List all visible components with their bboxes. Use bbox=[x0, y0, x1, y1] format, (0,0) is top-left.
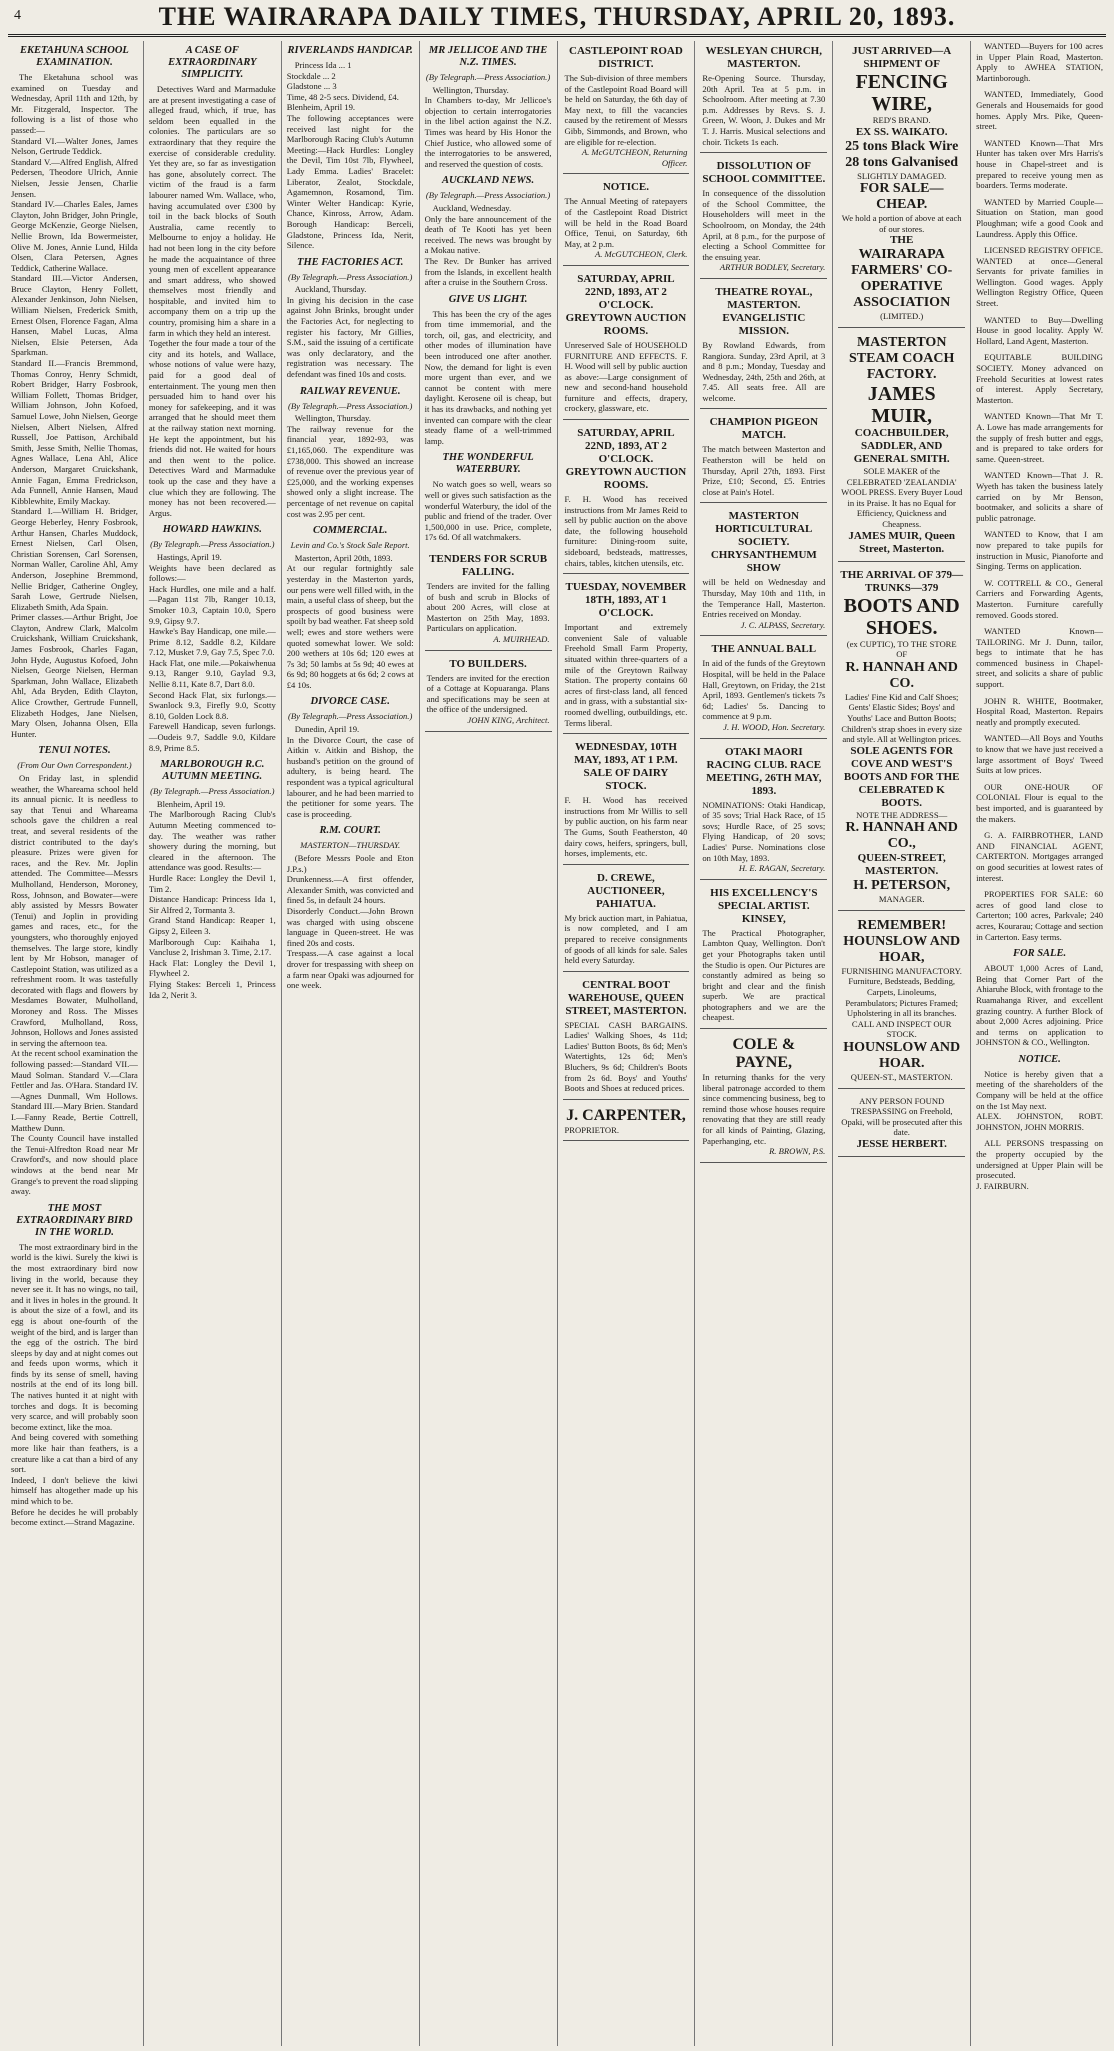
ad-body: PROPRIETOR. bbox=[564, 1124, 620, 1135]
coach-factory-ad bbox=[838, 331, 965, 562]
ad-line: JAMES MUIR, Queen Street, Masterton. bbox=[848, 529, 955, 555]
advertisement bbox=[700, 412, 827, 503]
article-headline: NOTICE. bbox=[1018, 1053, 1061, 1065]
column-8 bbox=[971, 41, 1108, 2046]
ad-headline: D. CREWE, AUCTIONEER, PAHIATUA. bbox=[587, 871, 665, 910]
article-headline: THE FACTORIES ACT. bbox=[297, 256, 404, 268]
column-3 bbox=[282, 41, 420, 2046]
ad-signature: R. BROWN, P.S. bbox=[769, 1146, 826, 1157]
ad-line: MANAGER. bbox=[878, 894, 925, 905]
article bbox=[976, 1138, 1103, 1191]
article-body: The most extraordinary bird in the world is the kiwi. Surely the kiwi is the most extraordinary bird now living in the world, because they never see it. It has no wings, no tail, and it lives in holes in the ground. It is about the size of a fowl, and its egg is about one-fourth of the weight of the bird, and is larger than the egg of the ostrich. The bird sleeps by day and at night comes out and feeds upon worms, which it finds by its sense of smell, having nostrils at the end of its long bill. The natives hunted it at night with torches and dogs. It is becoming very scarce, and will probably soon become extinct, like the moa. And being covered with something more like hair than feathers, is a creature like a cat than a bird of any sort. Indeed, I don't believe the kiwi himself has altogether made up his mind which to be. Before he decides he will probably become extinct.—Strand Magazine. bbox=[11, 1241, 138, 1528]
article-body: LICENSED REGISTRY OFFICE. WANTED at once—General Servants for private families in Wellington. Good wages. Apply Wellington Registry Office, Queen Street. bbox=[976, 245, 1103, 309]
article-body: Hastings, April 19. Weights have been declared as follows:— Hack Hurdles, one mile and a half.—Pagan 11st 7lb, Ranger 10.13, Smoker 10.3, Captain 10.0, Spero 9.9, Gipsy 9.7. Hawke's Bay Handicap, one mile.—Prime 8.12, Saddle 8.2, Kildare 7.12, Musket 7.9, Gay 7.5, Spec 7.0. Hack Flat, one mile.—Pokaiwhenua 9.13, Ranger 9.10, Gaylad 9.3, Nellie 8.11, Kate 8.7, Dart 8.0. Second Hack Flat, six furlongs.—Swanlock 9.3, Firefly 9.0, Scotty 8.10, Golden Lock 8.8. Farewell Handicap, seven furlongs.—Oudeis 9.7, Saddle 9.0, Kildare 8.9, Prime 8.5. bbox=[148, 551, 276, 753]
advertisement bbox=[700, 156, 827, 279]
ad-body: Tenders are invited for the erection of a Cottage at Kopuaranga. Plans and specifications may be seen at the office of the undersigned. bbox=[426, 672, 550, 715]
ad-body: will be held on Wednesday and Thursday, May 10th and 11th, in the Temperance Hall, Masterton. Entries received on Monday. bbox=[702, 577, 826, 620]
advertisement bbox=[563, 868, 690, 972]
ad-body: F. H. Wood has received instructions from Mr James Reid to sell by public auction on the above date, the following household furniture: Dining-room suite, sideboard, bedsteads, mattresses, chairs, tables, kitchen utensils, etc. bbox=[564, 494, 688, 568]
article-body: WANTED Known—That Mr T. A. Lowe has made arrangements for the supply of fresh butter and eggs, and is prepared to take orders for same. Queen-street. bbox=[976, 411, 1103, 464]
article-body: ALL PERSONS trespassing on the property occupied by the undersigned at Upper Plain will be prosecuted. bbox=[976, 1138, 1103, 1181]
column-2 bbox=[144, 41, 282, 2046]
article-headline: COMMERCIAL. bbox=[312, 525, 388, 537]
article-body: WANTED—All Boys and Youths to know that we have just received a large assortment of Boys' Tweed Suits at low prices. bbox=[976, 733, 1103, 776]
ad-headline: HOUNSLOW AND HOAR. bbox=[843, 1040, 961, 1072]
article bbox=[425, 294, 552, 447]
ad-line: NOTE THE ADDRESS— bbox=[856, 809, 948, 820]
ad-line: THE bbox=[890, 234, 914, 247]
article-body: WANTED by Married Couple—Situation on Station, man good Ploughman; wife a good Cook and Laundress. Apply this Office. bbox=[976, 196, 1103, 239]
ad-headline: WEDNESDAY, 10TH MAY, 1893, AT 1 P.M. SALE OF DAIRY STOCK. bbox=[574, 741, 678, 793]
column-7 bbox=[833, 41, 971, 2046]
ad-body: In returning thanks for the very liberal patronage accorded to them since commencing business, beg to remind those whose houses require renovating that they are still ready for all kinds of Painting, Glazing, Paperhanging, etc. bbox=[702, 1072, 826, 1146]
ad-signature: A. McGUTCHEON, Returning Officer. bbox=[581, 147, 688, 168]
article-body: Blenheim, April 19. The Marlborough Racing Club's Autumn Meeting commenced to-day. The weather was rather showery during the morning, but cleared in the afternoon. The attendance was good. Results:— Hurdle Race: Longley the Devil 1, Tim 2. Distance Handicap: Princess Ida 1, Sir Alfred 2, Tormanta 3. Grand Stand Handicap: Reaper 1, Gipsy 2, Eileen 3. Marlborough Cup: Kaihaha 1, Vancluse 2, Irishman 3. Time, 2.17. Hack Flat: Longley the Devil 1, Flywheel 2. Flying Stakes: Berceli 1, Princess Ida 2, Nerit 3. bbox=[148, 798, 276, 1000]
ad-headline: HOUNSLOW AND HOAR, bbox=[843, 933, 961, 965]
article-headline: THE WONDERFUL WATERBURY. bbox=[442, 452, 534, 476]
ad-body: The Annual Meeting of ratepayers of the Castlepoint Road District will be held in the Road Board Office, Tenui, on Saturday, 6th May, at 2 p.m. bbox=[564, 196, 688, 249]
ad-headline: SATURDAY, APRIL 22ND, 1893, AT 2 O'CLOCK. GREYTOWN AUCTION ROOMS. bbox=[565, 427, 687, 492]
article bbox=[425, 175, 552, 287]
article-subheading: (By Telegraph.—Press Association.) bbox=[150, 786, 275, 797]
advertisement bbox=[563, 41, 690, 174]
ad-headline: H. PETERSON, bbox=[853, 878, 951, 894]
article bbox=[287, 696, 414, 819]
ad-headline: WAIRARAPA FARMERS' CO-OPERATIVE ASSOCIATION bbox=[851, 247, 953, 311]
article bbox=[287, 825, 414, 990]
article-body: Dunedin, April 19. In the Divorce Court, the case of Aitkin v. Aitkin and Bishop, the husband's petition on the ground of adultery, is being heard. The respondent was a typical agricultural labourer, and he had been married to the petitioner for some years. The case is proceeding. bbox=[286, 724, 414, 819]
article-headline: EKETAHUNA SCHOOL EXAMINATION. bbox=[20, 45, 129, 68]
ad-line: JUST ARRIVED—A SHIPMENT OF bbox=[852, 45, 952, 70]
ad-body: SPECIAL CASH BARGAINS. Ladies' Walking Shoes, 4s 11d; Ladies' Button Boots, 8s 6d; Men's Watertights, 12s 6d; Men's Bluchers, 9s 6d; Children's Boots from 2s 6d. Boys' and Youths' Boots and Shoes at reduced prices. bbox=[564, 1019, 688, 1094]
article bbox=[976, 696, 1103, 728]
article bbox=[976, 733, 1103, 775]
advertisement bbox=[563, 269, 690, 420]
ad-line: QUEEN-STREET, MASTERTON. bbox=[857, 852, 946, 878]
page-number: 4 bbox=[14, 8, 21, 23]
columns bbox=[6, 41, 1108, 2046]
article bbox=[976, 41, 1103, 83]
article-body: Princess Ida ... 1 Stockdale ... 2 Gladstone ... 3 Time, 48 2-5 secs. Dividend, £4. Blenheim, April 19. The following acceptances were received last night for the Marlborough Racing Club's Autumn Meeting:—Hack Hurdles: Longley the Devil, Tim 10st 7lb, Flywheel, Lady Emma. Ladies' Bracelet: Liberator, Zealot, Stockdale, Agamemnon, Rosamond, Tim. Winter Welter Handicap: Kyrie, Chance, Kinross, Arrow, Adam. Borough Handicap: Berceli, Gladstone, Princess Ida, Nerit, Silence. bbox=[286, 60, 414, 251]
article-body: (Before Messrs Poole and Eton J.P.s.) Drunkenness.—A first offender, Alexander Smith, was convicted and fined 5s, in default 24 hours. Disorderly Conduct.—John Brown was charged with using obscene language in Queen-street. He was fined 20s and costs. Trespass.—A case against a local drover for trespassing with sheep on a farm near Opaki was adjourned for one week. bbox=[286, 853, 414, 991]
advertisement bbox=[700, 506, 827, 636]
article-body: PROPERTIES FOR SALE: 60 acres of good land close to Carterton; 100 acres, Parkvale; 240 acres, Kourarau; Cottage and section in Carterton. Easy terms. bbox=[976, 889, 1103, 942]
advertisement bbox=[700, 41, 827, 153]
article bbox=[976, 1054, 1103, 1133]
ad-headline: TUESDAY, NOVEMBER 18TH, 1893, AT 1 O'CLOCK. bbox=[565, 581, 687, 620]
article-body: WANTED Known—That J. R. Wyeth has taken the business lately carried on by Mr Benson, bootmaker, and solicits a share of public patronage. bbox=[976, 470, 1103, 523]
masthead bbox=[8, 0, 1106, 37]
ad-line: THE ARRIVAL OF 379—TRUNKS—379 bbox=[840, 568, 963, 594]
ad-signature: JOHN KING, Architect. bbox=[467, 714, 550, 725]
ad-line: 25 tons Black Wire bbox=[845, 138, 959, 154]
advertisement bbox=[425, 654, 552, 732]
ad-line: (LIMITED.) bbox=[880, 311, 924, 322]
ad-body: Important and extremely convenient Sale of valuable Freehold Small Farm Property, situated within three-quarters of a mile of the Greytown Railway Station. The property contains 60 acres of first-class land, all fenced and in grass, with a substantial six-roomed dwelling, outbuildings, etc. Terms liberal. bbox=[564, 622, 688, 728]
article-subheading: (By Telegraph.—Press Association.) bbox=[150, 539, 275, 550]
ad-signature: ARTHUR BODLEY, Secretary. bbox=[719, 262, 826, 273]
article bbox=[287, 257, 414, 380]
ad-body: The Sub-division of three members of the Castlepoint Road Board will be held on Saturday, the 6th day of May next, to fill the vacancies caused by the retirement of Messrs Gibb, Simmonds, and Brown, who are eligible for re-election. bbox=[564, 73, 688, 147]
advertisement bbox=[563, 177, 690, 266]
fencing-wire-ad bbox=[838, 41, 965, 328]
column-6 bbox=[695, 41, 833, 2046]
article-headline: HOWARD HAWKINS. bbox=[162, 524, 262, 536]
article bbox=[976, 830, 1103, 883]
advertisement bbox=[700, 742, 827, 880]
ad-signature: A. McGUTCHEON, Clerk. bbox=[595, 249, 688, 260]
ad-line: REMEMBER! bbox=[857, 917, 947, 933]
article bbox=[287, 525, 414, 690]
article-headline: RAILWAY REVENUE. bbox=[299, 385, 401, 397]
ad-line: 28 tons Galvanised bbox=[845, 154, 959, 170]
ad-headline: HIS EXCELLENCY'S SPECIAL ARTIST. KINSEY, bbox=[710, 886, 818, 925]
article bbox=[976, 782, 1103, 824]
article-subheading: MASTERTON—THURSDAY. bbox=[300, 840, 401, 851]
advertisement bbox=[700, 282, 827, 410]
article bbox=[976, 315, 1103, 347]
ad-body: The Practical Photographer, Lambton Quay, Wellington. Don't get your Photographs taken until the Studio is open. Our Pictures are constantly admired as being so bright and clear and the finish superb. We are practical photographers and we are the cheapest. bbox=[702, 927, 826, 1023]
ad-headline: THE ANNUAL BALL bbox=[711, 643, 817, 656]
article bbox=[287, 45, 414, 251]
article-headline: FOR SALE. bbox=[1013, 948, 1067, 960]
column-1 bbox=[6, 41, 144, 2046]
article-body: Masterton, April 20th, 1893. At our regular fortnightly sale yesterday in the Masterton yards, our pens were well filled with, in the main, a useful class of sheep, but the prospects of good business were spoilt by bad weather. Fat sheep sold well; ewes and store wethers were quoted somewhat lower. We sold: 200 wethers at 10s 6d; 120 ewes at 7s 3d; 50 lambs at 5s 9d; 40 ewes at 6s 9d; 80 hoggets at 6s 6d; 2 cows at £4 10s. bbox=[286, 552, 414, 690]
ad-body: Re-Opening Source. Thursday, 20th April. Tea at 5 p.m. in Schoolroom. After meeting at 7.30 p.m. Addresses by Revs. S. J. Green, W. Woon, J. Dukes and Mr T. J. Harris. Musical selections and choir. Tickets 1s each. bbox=[702, 73, 826, 147]
article bbox=[976, 889, 1103, 942]
article-body: This has been the cry of the ages from time immemorial, and the torch, oil, gas, and electricity, and other modes of illumination have been introduced one after another. Now, the demand for light is even more urgent than ever, and we cannot be content with mere daylight. Kerosene oil is cheap, but it has its drawbacks, and nothing yet invented can compare with the clear steady flame of a well-trimmed lamp. bbox=[424, 308, 552, 446]
article bbox=[425, 452, 552, 543]
article-body: G. A. FAIRBROTHER, LAND AND FINANCIAL AGENT, CARTERTON. Mortgages arranged on good securities at lowest rates of interest. bbox=[976, 830, 1103, 883]
advertisement bbox=[425, 549, 552, 651]
article-subheading: (From Our Own Correspondent.) bbox=[17, 760, 132, 771]
article bbox=[11, 45, 138, 739]
ad-headline: FENCING WIRE, bbox=[855, 71, 948, 115]
boots-ad bbox=[838, 565, 965, 911]
ad-headline: CENTRAL BOOT WAREHOUSE, QUEEN STREET, MASTERTON. bbox=[565, 978, 687, 1017]
article-headline: RIVERLANDS HANDICAP. bbox=[287, 45, 413, 56]
ad-headline: MASTERTON STEAM COACH FACTORY. bbox=[848, 334, 955, 382]
article-headline: AUCKLAND NEWS. bbox=[441, 175, 535, 187]
article bbox=[976, 411, 1103, 464]
article-body: WANTED to Buy—Dwelling House in good locality. Apply W. Hollard, Land Agent, Masterton. bbox=[976, 314, 1103, 346]
article-body: WANTED—Buyers for 100 acres in Upper Plain Road, Masterton. Apply to AWHEA STATION, Martinborough. bbox=[976, 41, 1103, 83]
ad-line: QUEEN-ST., MASTERTON. bbox=[850, 1072, 953, 1083]
ad-line: JESSE HERBERT. bbox=[856, 1138, 947, 1150]
advertisement bbox=[563, 975, 690, 1100]
ad-headline: R. HANNAH AND CO., bbox=[845, 820, 958, 852]
article bbox=[149, 45, 276, 518]
article-headline: THE MOST EXTRAORDINARY BIRD IN THE WORLD. bbox=[16, 1202, 133, 1238]
advertisement bbox=[563, 423, 690, 574]
article-headline: TENUI NOTES. bbox=[38, 745, 111, 757]
newspaper-title: THE WAIRARAPA DAILY TIMES, THURSDAY, APRIL 20, 1893. bbox=[158, 2, 956, 31]
ad-headline: NOTICE. bbox=[602, 181, 650, 194]
ad-line: ANY PERSON FOUND TRESPASSING on Freehold, Opaki, will be prosecuted after this date. bbox=[841, 1095, 963, 1138]
ad-line: SOLE AGENTS FOR COVE AND WEST'S BOOTS AND FOR THE CELEBRATED K BOOTS. bbox=[843, 744, 960, 809]
advertisement bbox=[563, 737, 690, 865]
article-body: JOHN R. WHITE, Bootmaker, Hospital Road, Masterton. Repairs neatly and promptly executed. bbox=[976, 695, 1103, 727]
article bbox=[976, 89, 1103, 131]
ad-body: By Rowland Edwards, from Rangiora. Sunday, 23rd April, at 3 and 8 p.m.; Monday, Tuesday and Wednesday, 24th, 25th and 26th, at 7.45. All seats free. All are welcome. bbox=[702, 339, 826, 403]
ad-title: J. CARPENTER, bbox=[566, 1106, 686, 1124]
advertisement bbox=[700, 883, 827, 1029]
ad-body: Tenders are invited for the falling of bush and scrub in Blocks of about 200 Acres, will close at Masterton on 25th May, 1893. Particulars on application. bbox=[426, 580, 550, 634]
ad-signature: H. E. RAGAN, Secretary. bbox=[738, 863, 826, 874]
ad-signature: A. MUIRHEAD. bbox=[493, 633, 550, 644]
ad-headline: SATURDAY, APRIL 22ND, 1893, AT 2 O'CLOCK. GREYTOWN AUCTION ROOMS. bbox=[565, 272, 687, 337]
article-subheading: (By Telegraph.—Press Association.) bbox=[425, 190, 551, 201]
advertisement bbox=[563, 1103, 690, 1142]
article bbox=[976, 138, 1103, 191]
article bbox=[976, 948, 1103, 1048]
ad-headline: TENDERS FOR SCRUB FALLING. bbox=[429, 552, 548, 578]
article-subheading: (By Telegraph.—Press Association.) bbox=[288, 271, 413, 282]
ad-headline: JAMES MUIR, bbox=[867, 382, 936, 427]
article-body: Auckland, Thursday. In giving his decision in the case against John Brinks, brought under the Factories Act, for neglecting to register his factory, Mr Gillies, S.M., said the issuing of a certificate was only declaratory, and the registration was necessary. The defendant was fined 10s and costs. bbox=[286, 284, 414, 380]
article-subheading: (By Telegraph.—Press Association.) bbox=[288, 711, 413, 722]
ad-headline: THEATRE ROYAL, MASTERTON. EVANGELISTIC MISSION. bbox=[715, 285, 813, 337]
ad-headline: CHAMPION PIGEON MATCH. bbox=[709, 416, 819, 442]
ad-headline: CASTLEPOINT ROAD DISTRICT. bbox=[569, 45, 683, 70]
article-body: On Friday last, in splendid weather, the Whareama school held its annual picnic. It is needless to say that Tenui and Whareama schools gave the children a real treat, and several residents of the district contributed to the day's pleasure. Prizes were given for races, and the Rev. Mr. Joplin attended. The Committee—Messrs Mulholland, Henderson, Moroney, Ross, Johnson, and Bowater—were ably assisted by Messrs Bowater (Tenui) and Joplin in providing games and races, etc., for the youngsters, who thoroughly enjoyed themselves. The large store, kindly lent by Mr Hobson, manager of Castlepoint Station, was utilized as a refreshment room. It was tastefully decorated with flags and flowers by Mesdames Bowater, Mulholland, Moroney and Ross. The Misses Crawford, Mulholland, Ross, Johnson, Hollows and Jones assisted in serving the afternoon tea. At the recent school examination the following passed:—Standard VII.—Maud Solman. Standard V.—Clara Fettler and Jas. O'Hara. Standard IV.—Agnes Dunmall, Wm Hollows. Standard III.—Mary Brien. Standard I.—Fanny Reade, Bertie Cottrell, Matthew Dunn. The County Council have installed the Tenui-Alfredton Road near Mr Crawford's, and now should place windows at the bend near Mr Grange's to prevent the road slipping away. bbox=[11, 773, 138, 1197]
ad-signature: J. FAIRBURN. bbox=[976, 1180, 1029, 1191]
ad-headline: BOOTS AND SHOES. bbox=[843, 594, 960, 639]
ad-headline: DISSOLUTION OF SCHOOL COMMITTEE. bbox=[702, 160, 826, 186]
article-body: WANTED Known—That Mrs Hunter has taken over Mrs Harris's house in Chapel-street and is prepared to receive young men as boarders. Terms moderate. bbox=[976, 137, 1103, 191]
ad-headline: MASTERTON HORTICULTURAL SOCIETY. CHRYSANTHEMUM SHOW bbox=[710, 510, 817, 575]
article bbox=[976, 197, 1103, 239]
furniture-ad bbox=[838, 914, 965, 1089]
ad-body: NOMINATIONS: Otaki Handicap, of 35 sovs; Trial Hack Race, of 15 sovs; Hurdle Race, of 25 sovs; Flying Handicap, of 20 sovs; Ladies' Purse. Nominations close on 10th May, 1893. bbox=[702, 799, 826, 863]
article bbox=[11, 745, 138, 1196]
article bbox=[976, 352, 1103, 405]
article bbox=[976, 245, 1103, 309]
ad-line: SLIGHTLY DAMAGED. bbox=[857, 170, 947, 181]
advertisement bbox=[563, 577, 690, 734]
ad-body: In consequence of the dissolution of the School Committee, the Householders will meet in the Schoolroom, on Monday, the 24th April, at 8 p.m., for the purpose of electing a School Committee for the ensuing year. bbox=[702, 188, 826, 262]
ad-line: RED'S BRAND. bbox=[872, 115, 931, 125]
article-body: Wellington, Thursday. In Chambers to-day, Mr Jellicoe's objection to certain interrogatories in the libel action against the N.Z. Times was heard by His Honor the Chief Justice, who allowed some of the interrogatories to be answered, and reserved the question of costs. bbox=[424, 84, 552, 169]
ad-line: COACHBUILDER, SADDLER, AND GENERAL SMITH. bbox=[853, 426, 950, 465]
ad-line: EX SS. WAIKATO. bbox=[855, 125, 948, 138]
article bbox=[976, 470, 1103, 523]
ad-title: COLE & PAYNE, bbox=[732, 1036, 796, 1072]
article bbox=[287, 386, 414, 520]
column-4 bbox=[420, 41, 558, 2046]
article-body: WANTED Known—TAILORING. Mr J. Dunn, tailor, begs to intimate that he has commenced business in Chapel-street, and solicits a share of public support. bbox=[976, 626, 1103, 690]
ad-headline: TO BUILDERS. bbox=[449, 657, 527, 670]
ad-signature: J. H. WOOD, Hon. Secretary. bbox=[723, 721, 826, 732]
ad-line: We hold a portion of above at each of our stores. bbox=[841, 213, 962, 234]
ad-headline: WESLEYAN CHURCH, MASTERTON. bbox=[705, 45, 822, 70]
article-headline: MR JELLICOE AND THE N.Z. TIMES. bbox=[428, 45, 548, 68]
article bbox=[149, 524, 276, 753]
article bbox=[976, 626, 1103, 690]
ad-line: FURNISHING MANUFACTORY. Furniture, Bedsteads, Bedding, Carpets, Linoleums, Perambulators; Pictures Framed; Upholstering in all its branches. CALL AND INSPECT OUR STOCK. bbox=[841, 965, 962, 1040]
ad-body: My brick auction mart, in Pahiatua, is now completed, and I am prepared to receive consignments of goods of all kinds for sale. Sales held every Saturday. bbox=[564, 912, 688, 966]
article-headline: R.M. COURT. bbox=[319, 825, 381, 837]
article-body: ABOUT 1,000 Acres of Land, Being that Corner Part of the Ahiaruhe Block, with frontage to the Ruamahanga River, and excellent grazing country. A further Block of about 2,000 Acres adjoining. Price and terms on application to JOHNSTON & CO., Wellington. bbox=[976, 963, 1103, 1048]
article-headline: MARLBOROUGH R.C. AUTUMN MEETING. bbox=[160, 759, 265, 783]
article-body: Detectives Ward and Marmaduke are at present investigating a case of alleged fraud, which, if true, has seldom been equalled in the colonies. The particulars are so extraordinary that they require the exercise of considerable credulity. Yet they are, so far as investigation has gone, absolutely correct. The victim of the fraud is a farm labourer named Wm. Wallace, who, having accumulated over £300 by toil in the back blocks of South Australia, came recently to Melbourne to enjoy a holiday. He had not been long in the city before he made the acquaintance of three young men of excellent appearance and smart address, who showed themselves most friendly and hospitable, and invited him to accompany them on a trip up the country, promising him a share in a farm in which they held an interest. Together the four made a tour of the city and its hotels, and Wallace, whose notions of value were hazy, paid for a good deal of entertainment. The young men then persuaded him to hand over his money for safekeeping, and it was arranged that he should meet them at the railway station next morning. He kept the appointment, but his friends did not. He waited for hours and then went to the police. Detectives Ward and Marmaduke took up the case and they have a clue which they are following. The money has not been recovered.—Argus. bbox=[148, 84, 276, 518]
ad-line: FOR SALE—CHEAP. bbox=[859, 181, 944, 213]
article-body: Wellington, Thursday. The railway revenue for the financial year, 1892-93, was £1,165,060. The expenditure was £738,000. This showed an increase of revenue over the previous year of £25,000, and the working expenses showed only a slight increase. The percentage of net revenue on capital cost was 2.95 per cent. bbox=[286, 413, 414, 519]
article bbox=[976, 529, 1103, 571]
ad-line: (ex CUPTIC), TO THE STORE OF bbox=[846, 638, 957, 660]
article bbox=[976, 578, 1103, 620]
trespass-notice bbox=[838, 1092, 965, 1157]
article-body: EQUITABLE BUILDING SOCIETY. Money advanced on Freehold Securities at lowest rates of interest. Apply Secretary, Masterton. bbox=[976, 352, 1103, 405]
article-body: The Eketahuna school was examined on Tuesday and Wednesday, April 11th and 12th, by Mr. Fitzgerald, Inspector. The following is a list of those who passed:— Standard VI.—Walter Jones, James Nelson, Gertrude Teddick. Standard V.—Alfred English, Alfred Pedersen, Theodore Ulrich, Annie Nielsen, Jessie Jensen, Charlie Jensen. Standard IV.—Charles Eales, James Clayton, John Bridger, John Pringle, George McKenzie, George Nielsen, Nellie Brown, Ida Bowermeister, Olive M. Jones, Annie Lund, Hilda Olsen, Clara Petersen, Agnes Teddick, Catherine Wallace. Standard III.—Victor Andersen, Bruce Clayton, Henry Follett, Alexander Jenkinson, John Nielsen, William Nielsen, Frederick Smith, Ernest Olsen, Florence Fagan, Alma Hansen, Mabel Lucas, Alma Nielsen, Elsie Petersen, Ada Sparkman. Standard II.—Francis Bremmond, Thomas Conroy, Henry Schmidt, Robert Bridger, Harry Fosbrook, William Follett, Thomas Bridger, William Johnson, John Kofoed, Samuel Lowe, John Nielsen, George Nielsen, Albert Nielsen, Alfred Russell, Joe Pattison, Archibald Smith, Jesse Smith, Nellie Thomas, Agnes Wallace, Lena Ahl, Alice Anderson, Margaret Cruickshank, Annie Fagan, Emma Fredrickson, Ada Funnell, Annie Hansen, Maud Kibblewhite, Emily Mackay. Standard I.—William H. Bridger, George Heberley, Henry Fosbrook, Arthur Hansen, Charles Muddock, Ernest Nielsen, Carl Olsen, Christian Sorensen, Carl Sorensen, Norman Waller, Caroline Ahl, Amy Anderson, Josephine Bremmond, Nellie Bridger, Catherine Ongley, Sarah Lowe, Gertrude Nielsen, Elizabeth Smith, Ada Spain. Primer classes.—Arthur Bright, Joe Clayton, Andrew Clark, Malcolm Cruickshank, William Cruickshank, James Fosbrook, Charles Fagan, John Hyde, Augustus Kofoed, John Nielsen, George Nielsen, Herman Sparkman, John Wallace, Elizabeth Ahl, Ada Bryden, Edith Clayton, Alice Crowther, Gertrude Funnell, Elizabeth Hodges, Jane Nielsen, Mary Olsen, Johanna Olsen, Ella Hunter. bbox=[11, 72, 138, 739]
ad-body: Unreserved Sale of HOUSEHOLD FURNITURE AND EFFECTS. F. H. Wood will sell by public auction as above:—Large consignment of new and second-hand household furniture and effects, drapery, crockery, glassware, etc. bbox=[564, 339, 688, 414]
ad-headline: OTAKI MAORI RACING CLUB. RACE MEETING, 26TH MAY, 1893. bbox=[706, 745, 822, 797]
article-subheading: Levin and Co.'s Stock Sale Report. bbox=[290, 540, 410, 551]
ad-line: SOLE MAKER of the CELEBRATED 'ZEALANDIA' WOOL PRESS. Every Buyer Loud in its Praise. It has no Equal for Efficiency, Quickness and Cheapness. bbox=[841, 465, 963, 529]
article bbox=[425, 45, 552, 169]
article-headline: DIVORCE CASE. bbox=[310, 696, 390, 708]
ad-signature: J. C. ALPASS, Secretary. bbox=[740, 619, 826, 630]
ad-signature: ALEX. JOHNSTON, ROBT. JOHNSTON, JOHN MORRIS. bbox=[976, 1111, 1103, 1132]
ad-headline: R. HANNAH AND CO. bbox=[845, 659, 958, 691]
article-headline: A CASE OF EXTRAORDINARY SIMPLICITY. bbox=[168, 45, 257, 80]
advertisement bbox=[700, 1032, 827, 1163]
article-body: No watch goes so well, wears so well or gives such satisfaction as the wonderful Waterbury, the idol of the public and friend of the trader. Over 1,500,000 in use. Price, complete, 17s 6d. Of all watchmakers. bbox=[424, 479, 552, 543]
article-headline: GIVE US LIGHT. bbox=[448, 293, 528, 305]
article-body: Auckland, Wednesday. Only the bare announcement of the death of Te Kooti has yet been received. The news was brought by a Mokau native. The Rev. Dr Bunker has arrived from the Islands, in excellent health after a cruise in the Southern Cross. bbox=[424, 202, 552, 288]
article-subheading: (By Telegraph.—Press Association.) bbox=[425, 72, 551, 82]
ad-body: F. H. Wood has received instructions from Mr Willis to sell by public auction, on his farm near The Gums, South Featherston, 40 dairy cows, heifers, springers, bull, horses, implements, etc. bbox=[564, 795, 688, 859]
article bbox=[11, 1203, 138, 1528]
ad-line: Ladies' Fine Kid and Calf Shoes; Gents' Elastic Sides; Boys' and Youths' Lace and Button Boots; Children's strap shoes in every size and style. All at Wellington prices. bbox=[841, 691, 962, 745]
ad-body: The match between Masterton and Featherston will be held on Thursday, April 27th, 1893. First Prize, £10; Second, £5. Entries close at Pain's Hotel. bbox=[702, 444, 826, 497]
article-body: W. COTTRELL & CO., General Carriers and Forwarding Agents, Masterton. Furniture carefully removed. Goods stored. bbox=[976, 577, 1103, 620]
article-body: WANTED, Immediately, Good Generals and Housemaids for good homes. Apply Mrs. Pike, Queen-street. bbox=[976, 89, 1103, 132]
article-body: OUR ONE-HOUR OF COLONIAL Flour is equal to the best imported, and is guaranteed by the makers. bbox=[976, 781, 1103, 824]
column-5 bbox=[558, 41, 696, 2046]
article-body: WANTED to Know, that I am now prepared to take pupils for instruction in Music, Pianoforte and Singing. Terms on application. bbox=[976, 529, 1103, 572]
ad-body: In aid of the funds of the Greytown Hospital, will be held in the Palace Hall, Greytown, on Friday, the 21st April, 1893. Gentlemen's tickets 7s 6d; Ladies' 5s. Dancing to commence at 9 p.m. bbox=[702, 658, 826, 722]
article-body: Notice is hereby given that a meeting of the shareholders of the Company will be held at the office on the 1st May next. bbox=[976, 1068, 1103, 1111]
article bbox=[149, 759, 276, 1000]
advertisement bbox=[700, 639, 827, 738]
article-subheading: (By Telegraph.—Press Association.) bbox=[288, 400, 413, 411]
